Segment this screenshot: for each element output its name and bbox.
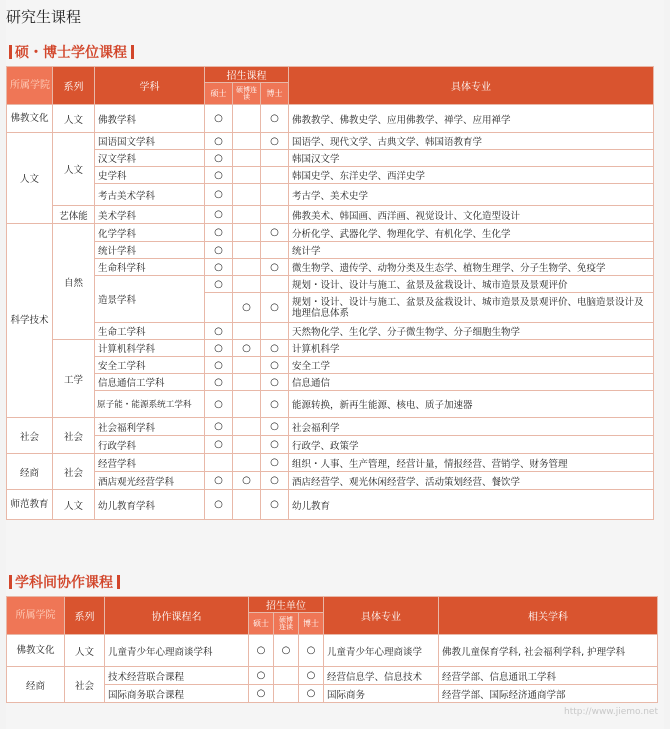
joint-mark (233, 105, 261, 133)
header-subject: 学科 (95, 67, 205, 105)
majors: 韩国汉文学 (289, 150, 654, 167)
subject: 安全工学科 (95, 357, 205, 374)
majors: 天然物化学、生化学、分子微生物学、分子细胞生物学 (289, 323, 654, 340)
doctor-mark: ○ (261, 105, 289, 133)
subject: 经营学科 (95, 454, 205, 472)
course: 国际商务联合课程 (105, 685, 249, 703)
related-subjects: 经营学部、信息通讯工学科 (439, 667, 658, 685)
master-mark: ○ (205, 357, 233, 374)
header2-college: 所属学院 (15, 610, 56, 621)
subject: 计算机科学科 (95, 340, 205, 357)
section-2-title: 学科间协作课程 (15, 575, 113, 591)
doctor-mark: ○ (261, 133, 289, 150)
master-mark: ○ (205, 418, 233, 436)
majors: 酒店经营学、观光休闲经营学、活动策划经营、餐饮学 (289, 472, 654, 490)
series2-renwen: 人文 (65, 635, 105, 667)
joint-courses-table (6, 596, 658, 703)
majors: 组织・人事、生产管理，经营计量，情报经营、营销学、财务管理 (289, 454, 654, 472)
subject: 汉文学科 (95, 150, 205, 167)
header2-joint: 硕博连读 (274, 613, 299, 635)
doctor-mark (261, 242, 289, 259)
header2-unit: 招生单位 (249, 597, 324, 613)
header2-master: 硕士 (249, 613, 274, 635)
subject: 酒店观光经营学科 (95, 472, 205, 490)
college-edu: 师范教育 (7, 490, 53, 520)
master-mark: ○ (249, 667, 274, 685)
header-recruit: 招生课程 (205, 67, 289, 83)
majors: 佛教教学、佛教史学、应用佛教学、禅学、应用禅学 (289, 105, 654, 133)
majors: 规划・设计、设计与施工、盆景及盆栽设计、城市造景及景观评价、电脑造景设计及地理信息体系 (289, 293, 654, 323)
joint-mark: ○ (233, 340, 261, 357)
master-mark: ○ (205, 105, 233, 133)
series-art: 艺体能 (53, 206, 95, 224)
majors: 经营信息学、信息技术 (324, 667, 439, 685)
subject: 佛教学科 (95, 105, 205, 133)
majors: 统计学 (289, 242, 654, 259)
joint-mark (233, 167, 261, 184)
header-joint: 硕博连读 (233, 83, 261, 105)
master-mark: ○ (205, 340, 233, 357)
subject: 生命工学科 (95, 323, 205, 340)
series-renwen: 人文 (53, 105, 95, 133)
joint-mark (274, 685, 299, 703)
majors: 国际商务 (324, 685, 439, 703)
doctor-mark: ○ (261, 357, 289, 374)
master-mark: ○ (205, 224, 233, 242)
college-business: 经商 (7, 454, 53, 490)
college-buddhism: 佛教文化 (7, 105, 53, 133)
college-sci: 科学技术 (7, 224, 53, 418)
majors: 规划・设计、设计与施工、盆景及盆栽设计、城市造景及景观评价 (289, 276, 654, 293)
header-majors: 具体专业 (289, 67, 654, 105)
majors: 幼儿教育 (289, 490, 654, 520)
doctor-mark (261, 150, 289, 167)
subject: 化学学科 (95, 224, 205, 242)
joint-mark (233, 374, 261, 391)
doctor-mark: ○ (261, 418, 289, 436)
master-mark: ○ (205, 436, 233, 454)
joint-mark (233, 454, 261, 472)
majors: 儿童青少年心理商谈学 (324, 635, 439, 667)
college2-business: 经商 (7, 667, 65, 703)
majors: 分析化学、武器化学、物理化学、有机化学、生化学 (289, 224, 654, 242)
master-mark: ○ (205, 184, 233, 206)
series-nature: 自然 (53, 224, 95, 340)
majors: 佛教美术、韩国画、西洋画、视觉设计、文化造型设计 (289, 206, 654, 224)
doctor-mark (261, 184, 289, 206)
joint-mark (274, 667, 299, 685)
joint-mark: ○ (274, 635, 299, 667)
subject: 原子能・能源系统工学科 (95, 391, 205, 418)
joint-mark (233, 206, 261, 224)
joint-mark (233, 242, 261, 259)
subject: 统计学科 (95, 242, 205, 259)
doctor-mark (261, 276, 289, 293)
joint-mark (233, 436, 261, 454)
degree-courses-table (6, 66, 654, 520)
header-series: 系列 (53, 67, 95, 105)
section-1-title: 硕・博士学位课程 (15, 45, 127, 61)
master-mark: ○ (205, 150, 233, 167)
header2-majors: 具体专业 (324, 597, 439, 635)
master-mark: ○ (205, 490, 233, 520)
series-renwen3: 人文 (53, 490, 95, 520)
joint-mark (233, 490, 261, 520)
header-college: 所属学院 (10, 80, 50, 91)
subject: 考古美术学科 (95, 184, 205, 206)
page-title: 研究生课程 (6, 8, 82, 26)
master-mark: ○ (205, 323, 233, 340)
joint-mark (233, 323, 261, 340)
header2-doctor: 博士 (299, 613, 324, 635)
header2-course: 协作课程名 (105, 597, 249, 635)
doctor-mark (261, 323, 289, 340)
majors: 计算机科学 (289, 340, 654, 357)
majors: 考古学、美术史学 (289, 184, 654, 206)
subject: 幼儿教育学科 (95, 490, 205, 520)
related-subjects: 佛教儿童保育学科, 社会福利学科, 护理学科 (439, 635, 658, 667)
doctor-mark (261, 167, 289, 184)
series-social: 社会 (53, 418, 95, 454)
master-mark: ○ (205, 242, 233, 259)
college-social: 社会 (7, 418, 53, 454)
master-mark: ○ (205, 374, 233, 391)
majors: 信息通信 (289, 374, 654, 391)
header2-series: 系列 (65, 597, 105, 635)
joint-mark (233, 276, 261, 293)
doctor-mark: ○ (299, 635, 324, 667)
subject: 信息通信工学科 (95, 374, 205, 391)
majors: 微生物学、遗传学、动物分类及生态学、植物生理学、分子生物学、免疫学 (289, 259, 654, 276)
master-mark: ○ (205, 472, 233, 490)
subject: 社会福利学科 (95, 418, 205, 436)
watermark: http://www.jiemo.net (564, 707, 658, 717)
doctor-mark: ○ (261, 374, 289, 391)
joint-mark (233, 224, 261, 242)
series-social2: 社会 (53, 454, 95, 490)
doctor-mark: ○ (299, 667, 324, 685)
majors: 能源转换，新再生能源、核电、质子加速器 (289, 391, 654, 418)
joint-mark (233, 418, 261, 436)
subject: 生命科学科 (95, 259, 205, 276)
doctor-mark: ○ (299, 685, 324, 703)
majors: 安全工学 (289, 357, 654, 374)
master-mark (205, 454, 233, 472)
subject: 行政学科 (95, 436, 205, 454)
joint-mark: ○ (233, 472, 261, 490)
subject: 史学科 (95, 167, 205, 184)
doctor-mark: ○ (261, 472, 289, 490)
course: 技术经营联合课程 (105, 667, 249, 685)
series-renwen2: 人文 (53, 133, 95, 206)
joint-mark: ○ (233, 293, 261, 323)
joint-mark (233, 391, 261, 418)
doctor-mark (261, 206, 289, 224)
majors: 国语学、现代文学、古典文学、韩国语教育学 (289, 133, 654, 150)
joint-mark (233, 150, 261, 167)
college-humanities: 人文 (7, 133, 53, 224)
master-mark (205, 293, 233, 323)
master-mark: ○ (249, 635, 274, 667)
section-1-heading (6, 42, 134, 62)
series2-social: 社会 (65, 667, 105, 703)
doctor-mark: ○ (261, 454, 289, 472)
subject: 造景学科 (95, 276, 205, 323)
master-mark: ○ (205, 259, 233, 276)
joint-mark (233, 133, 261, 150)
college2-buddhism: 佛教文化 (7, 635, 65, 667)
doctor-mark: ○ (261, 224, 289, 242)
majors: 韩国史学、东洋史学、西洋史学 (289, 167, 654, 184)
master-mark: ○ (205, 206, 233, 224)
joint-mark (233, 184, 261, 206)
doctor-mark: ○ (261, 490, 289, 520)
master-mark: ○ (249, 685, 274, 703)
doctor-mark: ○ (261, 391, 289, 418)
doctor-mark: ○ (261, 293, 289, 323)
header-master: 硕士 (205, 83, 233, 105)
master-mark: ○ (205, 133, 233, 150)
header2-related: 相关学科 (439, 597, 658, 635)
doctor-mark: ○ (261, 340, 289, 357)
subject: 美术学科 (95, 206, 205, 224)
majors: 社会福利学 (289, 418, 654, 436)
majors: 行政学、政策学 (289, 436, 654, 454)
related-subjects: 经营学部、国际经济通商学部 (439, 685, 658, 703)
header-doctor: 博士 (261, 83, 289, 105)
master-mark: ○ (205, 167, 233, 184)
subject: 国语国文学科 (95, 133, 205, 150)
master-mark: ○ (205, 391, 233, 418)
course: 儿童青少年心理商谈学科 (105, 635, 249, 667)
series-eng: 工学 (53, 340, 95, 418)
master-mark: ○ (205, 276, 233, 293)
section-2-heading (6, 572, 120, 592)
joint-mark (233, 357, 261, 374)
doctor-mark: ○ (261, 259, 289, 276)
joint-mark (233, 259, 261, 276)
doctor-mark: ○ (261, 436, 289, 454)
